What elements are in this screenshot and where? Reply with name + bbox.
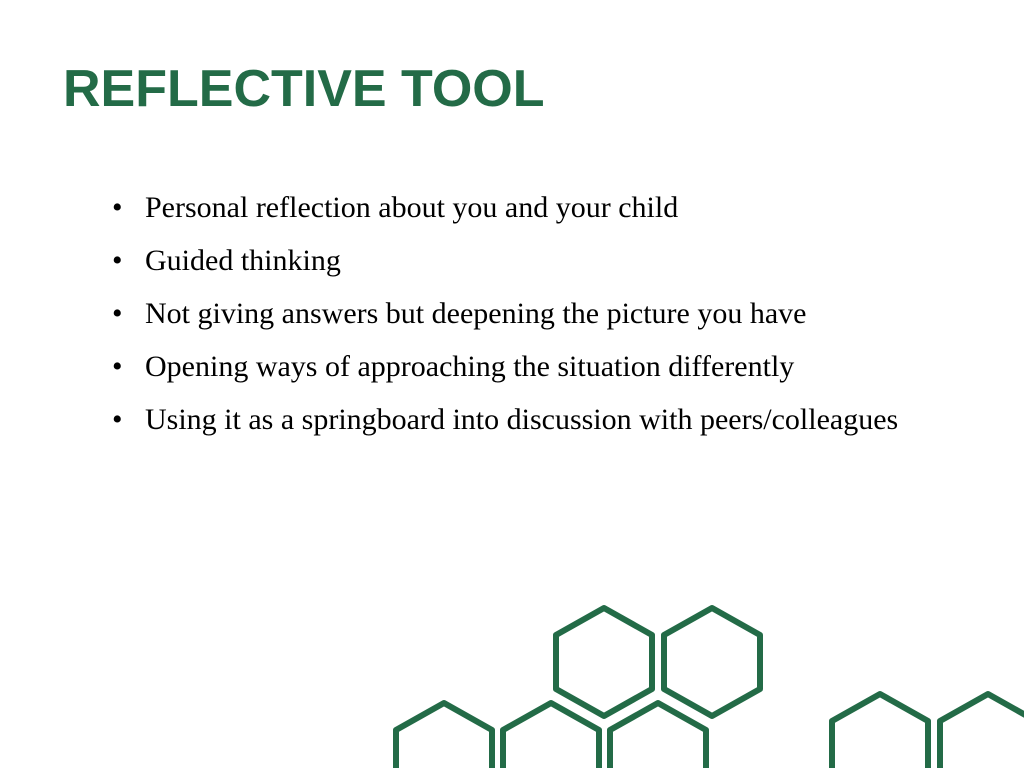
hexagon-shape (832, 694, 928, 768)
hexagon-shape (396, 703, 492, 768)
bullet-icon: • (112, 350, 123, 383)
bullet-text: Personal reflection about you and your child (145, 191, 679, 224)
bullet-item-opening-ways (112, 345, 912, 389)
bullet-icon: • (112, 403, 123, 436)
bullet-text: Guided thinking (145, 244, 341, 277)
hexagon-shape (556, 608, 652, 716)
bullet-text: Opening ways of approaching the situation differently (145, 350, 795, 383)
bullet-item-not-giving-answers (112, 292, 912, 336)
bullet-icon: • (112, 191, 123, 224)
hexagon-shape (503, 703, 599, 768)
hexagon-shape (664, 608, 760, 716)
bullet-item-guided-thinking (112, 239, 912, 283)
bullet-item-personal-reflection (112, 186, 912, 230)
bullet-item-springboard (112, 398, 912, 442)
hexagon-shape (940, 694, 1024, 768)
bullet-icon: • (112, 244, 123, 277)
hexagon-shape (610, 703, 706, 768)
bullet-list (112, 186, 912, 451)
bullet-text: Not giving answers but deepening the picture you have (145, 297, 807, 330)
bullet-icon: • (112, 297, 123, 330)
slide-title: REFLECTIVE TOOL (63, 60, 545, 118)
bullet-text: Using it as a springboard into discussion with peers/colleagues (145, 403, 899, 436)
